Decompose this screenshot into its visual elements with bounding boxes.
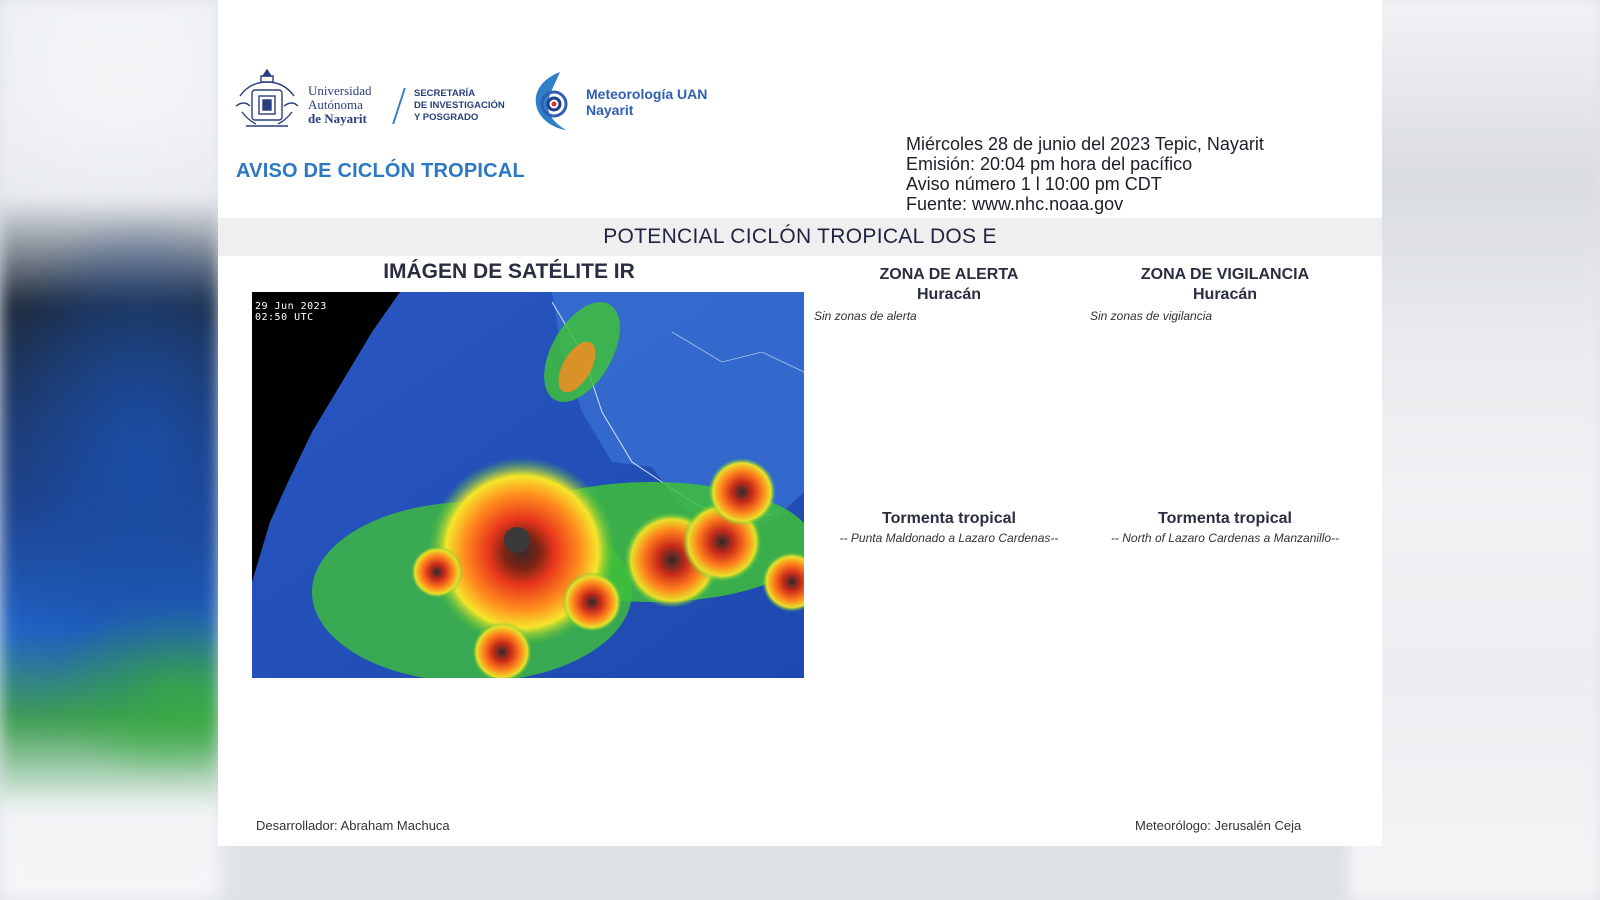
issue-info (906, 134, 1264, 214)
met-name-line: Nayarit (586, 102, 634, 118)
uan-name-line: de Nayarit (308, 111, 367, 126)
alert-hurricane-label: Huracán (916, 286, 982, 303)
alert-zone-heading: ZONA DE ALERTA (879, 266, 1019, 283)
developer-credit: Desarrollador: Abraham Machuca (256, 818, 450, 833)
backdrop-right (1350, 0, 1600, 900)
sip-name-line: DE INVESTIGACIÓN (414, 100, 505, 111)
advisory-number-line: Aviso número 1 l 10:00 pm CDT (906, 174, 1162, 194)
watch-zone (1090, 265, 1360, 323)
satellite-title: IMÁGEN DE SATÉLITE IR (383, 260, 635, 283)
logo-divider (392, 88, 406, 124)
uan-name-line: Universidad (308, 83, 372, 98)
issue-date-line: Miércoles 28 de junio del 2023 Tepic, Nayarit (906, 134, 1264, 154)
met-name-line: Meteorología UAN (586, 86, 708, 102)
alert-zone (814, 265, 1084, 323)
meteorologist-credit: Meteorólogo: Jerusalén Ceja (1135, 818, 1302, 833)
storm-name: POTENCIAL CICLÓN TROPICAL DOS E (603, 225, 997, 248)
uan-name (308, 84, 372, 126)
uan-crest-icon (232, 66, 302, 132)
met-name (586, 86, 707, 118)
satellite-time: 02:50 UTC (255, 312, 314, 323)
watch-tropical-storm-label: Tormenta tropical (1158, 510, 1292, 527)
satellite-ir-image (252, 292, 804, 678)
watch-zone-heading: ZONA DE VIGILANCIA (1140, 266, 1310, 283)
watch-tropical-storm-note: -- North of Lazaro Cardenas a Manzanillo-- (1110, 531, 1340, 545)
sip-name (414, 88, 505, 124)
emission-line: Emisión: 20:04 pm hora del pacífico (906, 154, 1193, 174)
bulletin-title: AVISO DE CICLÓN TROPICAL (236, 160, 525, 182)
satellite-date: 29 Jun 2023 (255, 301, 327, 312)
watch-hurricane-label: Huracán (1192, 286, 1258, 303)
alert-hurricane-note: Sin zonas de alerta (814, 309, 917, 323)
alert-tropical-storm-note: -- Punta Maldonado a Lazaro Cardenas-- (839, 531, 1059, 545)
bulletin-document (218, 0, 1382, 846)
satellite-timestamp (255, 301, 327, 323)
watch-tropical-storm (1090, 510, 1360, 545)
source-line: Fuente: www.nhc.noaa.gov (906, 194, 1124, 214)
sip-name-line: SECRETARÍA (414, 88, 476, 99)
cyclone-logo-icon (530, 70, 574, 134)
backdrop-left (0, 0, 220, 900)
storm-banner (218, 218, 1382, 256)
alert-tropical-storm-label: Tormenta tropical (882, 510, 1016, 527)
watch-hurricane-note: Sin zonas de vigilancia (1090, 309, 1213, 323)
sip-name-line: Y POSGRADO (414, 112, 479, 123)
alert-tropical-storm (814, 510, 1084, 545)
uan-name-line: Autónoma (308, 97, 363, 112)
satellite-ir-picture (252, 292, 804, 678)
